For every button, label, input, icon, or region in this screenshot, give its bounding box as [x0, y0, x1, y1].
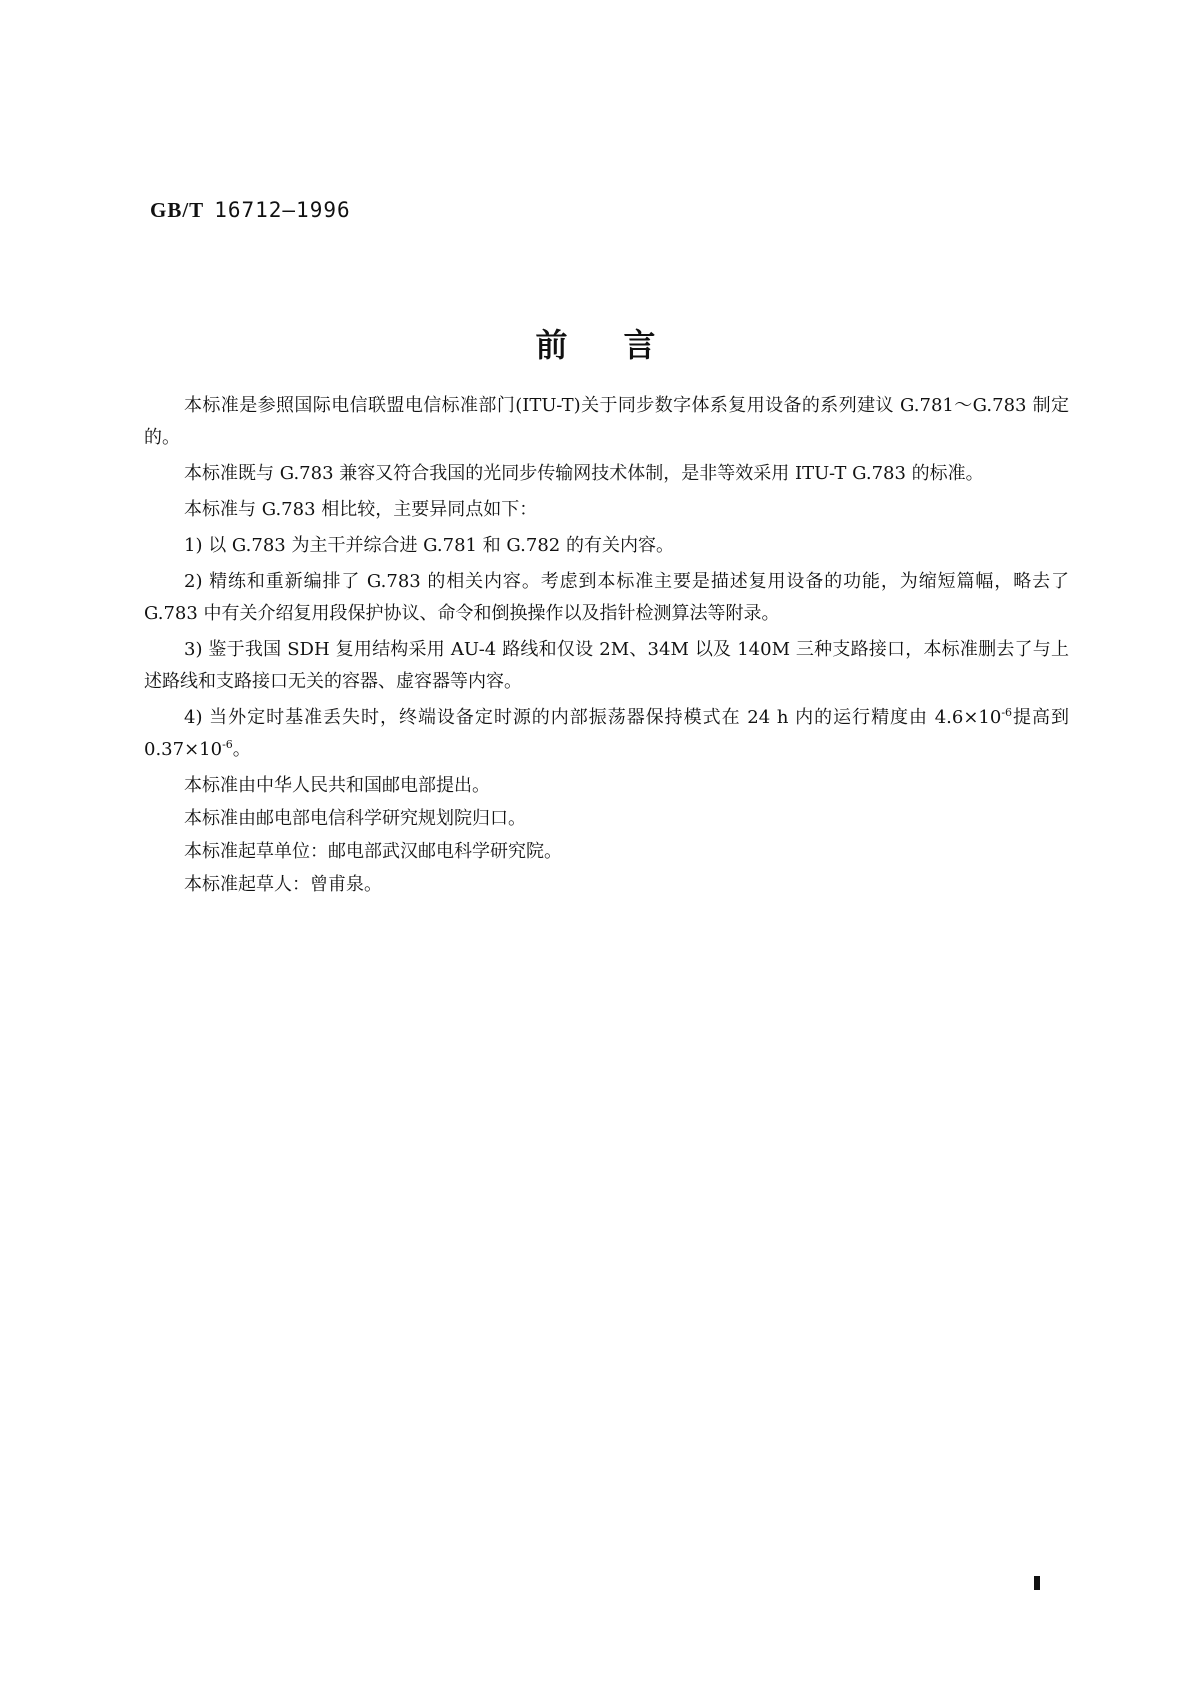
paragraph-7 [144, 702, 1069, 766]
paragraph-6: 3) 鉴于我国 SDH 复用结构采用 AU-4 路线和仅设 2M、34M 以及 140M 三种支路接口，本标准删去了与上述路线和支路接口无关的容器、虚容器等内容。 [144, 639, 1069, 692]
paragraph-7-part-a: 4) 当外定时基准丢失时，终端设备定时源的内部振荡器保持模式在 24 h 内的运行精度由 4.6×10 [184, 707, 1002, 728]
paragraph-10: 本标准起草单位：邮电部武汉邮电科学研究院。 [184, 841, 562, 862]
paragraph-4: 1) 以 G.783 为主干并综合进 G.781 和 G.782 的有关内容。 [184, 535, 674, 556]
standard-prefix: GB/T [150, 198, 205, 222]
paragraph-3: 本标准与 G.783 相比较，主要异同点如下： [184, 499, 538, 520]
paragraph-7-exponent-1: -6 [1001, 706, 1013, 719]
paragraph-7-exponent-2: -6 [222, 738, 233, 751]
paragraph-7-part-b: 提高到 0.37×10 [144, 707, 1069, 760]
standard-code: 16712—1996 [214, 198, 351, 222]
paragraph-2: 本标准既与 G.783 兼容又符合我国的光同步传输网技术体制，是非等效采用 ITU-T G.783 的标准。 [184, 463, 984, 484]
page-number-mark [1034, 1576, 1040, 1590]
paragraph-11: 本标准起草人：曾甫泉。 [184, 874, 382, 895]
preface-body [144, 390, 1069, 902]
paragraph-5: 2) 精练和重新编排了 G.783 的相关内容。考虑到本标准主要是描述复用设备的功能，为缩短篇幅，略去了 G.783 中有关介绍复用段保护协议、命令和倒换操作以及指针检测算法等附录。 [144, 571, 1069, 624]
paragraph-8: 本标准由中华人民共和国邮电部提出。 [184, 775, 490, 796]
page-title: 前言 [535, 326, 712, 364]
standard-number [150, 198, 351, 223]
paragraph-7-part-c: 。 [232, 739, 251, 760]
paragraph-1: 本标准是参照国际电信联盟电信标准部门(ITU-T)关于同步数字体系复用设备的系列建议 G.781～G.783 制定的。 [144, 395, 1069, 448]
paragraph-9: 本标准由邮电部电信科学研究规划院归口。 [184, 808, 526, 829]
